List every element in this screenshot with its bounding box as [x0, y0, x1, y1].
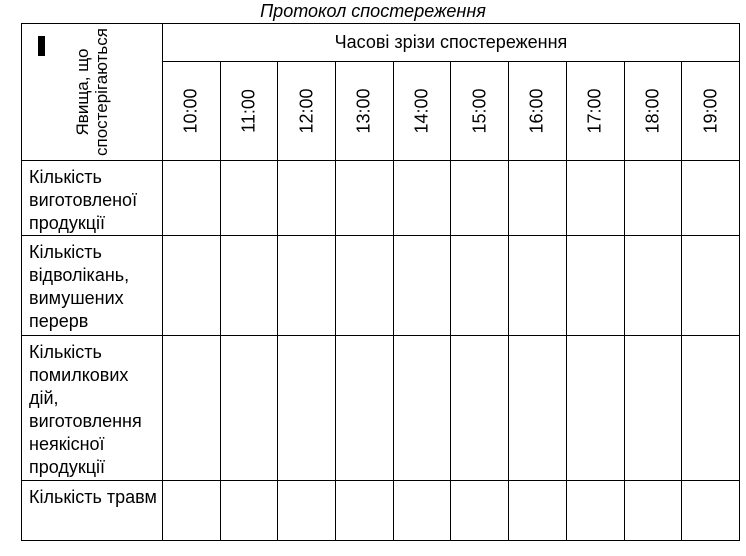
observation-cell[interactable] [393, 481, 451, 541]
row-label-cell: Кількість помилкових дій, виготовлення неякісної продукції [22, 336, 163, 481]
observation-cell[interactable] [163, 161, 221, 236]
observation-cell[interactable] [278, 161, 336, 236]
observation-cell[interactable] [509, 336, 567, 481]
observation-cell[interactable] [509, 161, 567, 236]
observation-cell[interactable] [624, 336, 682, 481]
time-slices-header: Часові зрізи спостереження [163, 24, 740, 62]
observation-cell[interactable] [624, 161, 682, 236]
observation-cell[interactable] [336, 161, 394, 236]
time-header-label: 17:00 [584, 88, 605, 134]
observation-cell[interactable] [451, 236, 509, 336]
corner-header-cell [22, 24, 163, 161]
observation-cell[interactable] [566, 481, 624, 541]
document-title: Протокол спостереження [260, 1, 486, 21]
time-header-cell [624, 62, 682, 161]
time-header-label: 14:00 [411, 88, 432, 134]
time-header-cell [393, 62, 451, 161]
observation-cell[interactable] [566, 336, 624, 481]
observation-cell[interactable] [682, 161, 740, 236]
time-header-label: 16:00 [526, 88, 547, 134]
observation-cell[interactable] [451, 336, 509, 481]
observation-cell[interactable] [163, 336, 221, 481]
observation-cell[interactable] [220, 481, 278, 541]
time-header-label: 13:00 [353, 88, 374, 134]
time-header-cell [509, 62, 567, 161]
time-header-cell [682, 62, 740, 161]
row-label-cell: Кількість відволікань, вимушених перерв [22, 236, 163, 336]
observation-cell[interactable] [682, 336, 740, 481]
table-row [22, 481, 740, 541]
observation-cell[interactable] [163, 236, 221, 336]
time-header-cell [451, 62, 509, 161]
observation-cell[interactable] [278, 336, 336, 481]
observation-cell[interactable] [451, 161, 509, 236]
time-header-label: 10:00 [180, 88, 201, 134]
header-row-group [22, 24, 740, 62]
time-header-label: 15:00 [469, 88, 490, 134]
text-cursor-mark [38, 36, 45, 56]
time-header-label: 18:00 [642, 88, 663, 134]
observation-cell[interactable] [220, 336, 278, 481]
observation-cell[interactable] [393, 161, 451, 236]
row-label-cell: Кількість виготовленої продукції [22, 161, 163, 236]
observation-protocol-table [21, 23, 740, 541]
observation-cell[interactable] [278, 236, 336, 336]
observation-cell[interactable] [509, 236, 567, 336]
time-header-label: 19:00 [700, 88, 721, 134]
time-header-cell [336, 62, 394, 161]
observation-cell[interactable] [336, 336, 394, 481]
corner-header-label: Явища, що спостерігаються [73, 28, 111, 156]
observation-cell[interactable] [566, 236, 624, 336]
observation-cell[interactable] [163, 481, 221, 541]
time-header-label: 11:00 [238, 89, 259, 133]
observation-cell[interactable] [451, 481, 509, 541]
observation-cell[interactable] [682, 481, 740, 541]
table-row [22, 236, 740, 336]
observation-cell[interactable] [566, 161, 624, 236]
observation-cell[interactable] [682, 236, 740, 336]
observation-cell[interactable] [220, 161, 278, 236]
table-row [22, 336, 740, 481]
time-header-label: 12:00 [296, 88, 317, 134]
observation-cell[interactable] [509, 481, 567, 541]
observation-cell[interactable] [220, 236, 278, 336]
observation-cell[interactable] [336, 236, 394, 336]
time-header-cell [278, 62, 336, 161]
table-row [22, 161, 740, 236]
observation-cell[interactable] [624, 236, 682, 336]
observation-cell[interactable] [624, 481, 682, 541]
row-label-cell: Кількість травм [22, 481, 163, 541]
time-header-cell [566, 62, 624, 161]
time-header-cell [220, 62, 278, 161]
observation-cell[interactable] [278, 481, 336, 541]
observation-cell[interactable] [336, 481, 394, 541]
observation-cell[interactable] [393, 336, 451, 481]
time-header-cell [163, 62, 221, 161]
observation-cell[interactable] [393, 236, 451, 336]
